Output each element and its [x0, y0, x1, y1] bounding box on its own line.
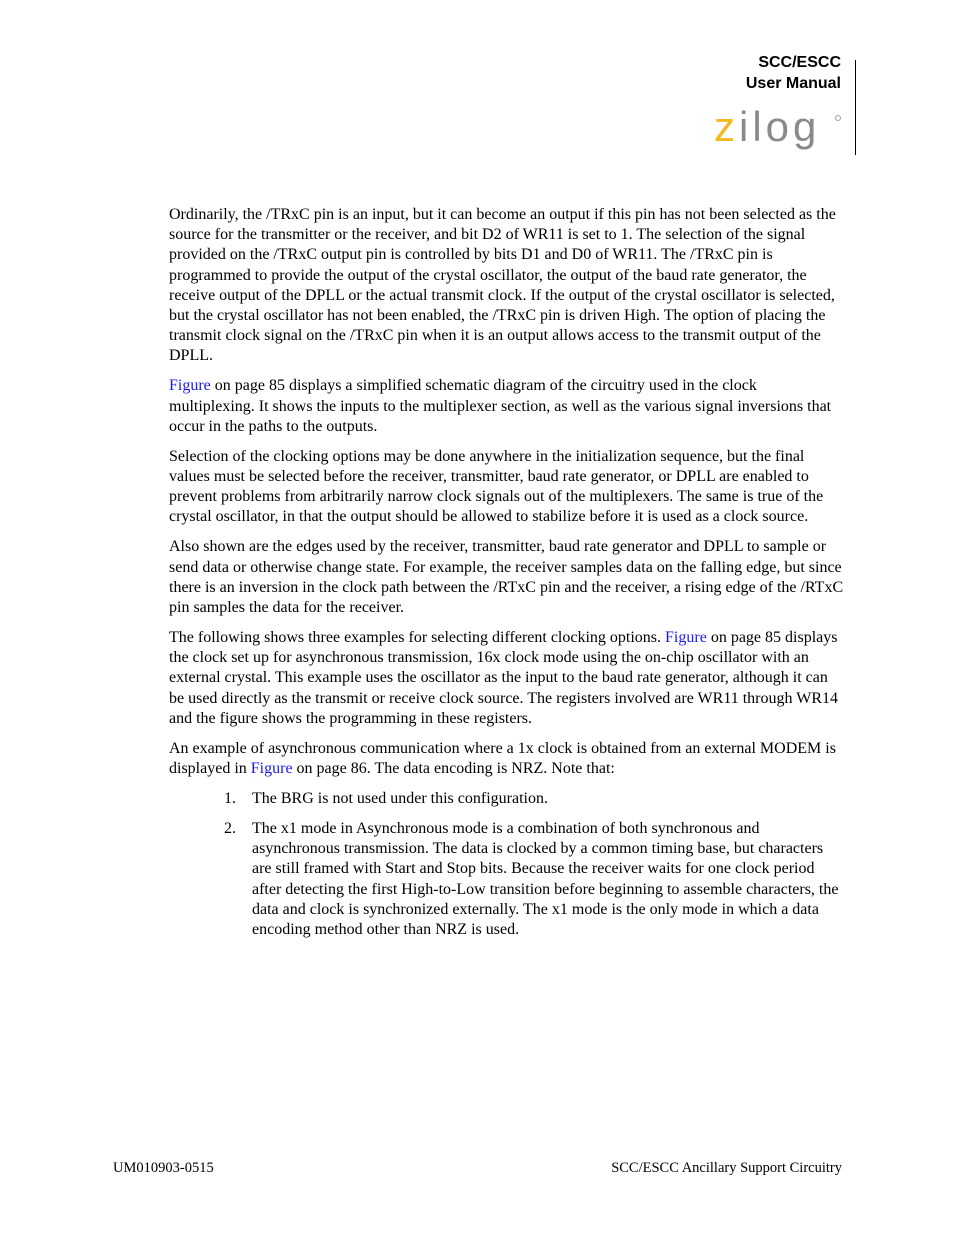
numbered-list — [169, 789, 844, 940]
svg-text:zilog: zilog — [714, 108, 821, 150]
header-title-line2: User Manual — [745, 75, 841, 92]
paragraph: Also shown are the edges used by the receiver, transmitter, baud rate generator and DPLL to sample or send data or otherwise change state. For example, the receiver samples data on the falling edge, but since there is an inversion in the clock path between the /RTxC pin and the receiver, a rising edge of the /RTxC pin samples the data for the receiver. — [169, 538, 844, 617]
figure-link[interactable]: Figure — [665, 629, 707, 647]
page-footer — [113, 1160, 842, 1177]
body-text — [169, 205, 844, 950]
paragraph: Ordinarily, the /TRxC pin is an input, but it can become an output if this pin has not been selected as the source for the transmitter or the receiver, and bit D2 of WR11 is set to 1. The selection of the signal provided on the /TRxC output pin is controlled by bits D1 and D0 of WR11. The /TRxC pin is programmed to provide the output of the crystal oscillator, the output of the baud rate generator, the receive output of the DPLL or the actual transmit clock. If the output of the crystal oscillator is selected, but the crystal oscillator has not been enabled, the /TRxC pin is driven High. The option of placing the transmit clock signal on the /TRxC pin when it is an output allows access to the transmit output of the DPLL. — [169, 206, 836, 365]
list-item: 1. The BRG is not used under this configuration. — [224, 790, 548, 808]
document-header — [746, 52, 841, 94]
zilog-logo — [714, 108, 844, 158]
paragraph: The following shows three examples for selecting different clocking options. Figure on page 85 displays the clock set up for asynchronous transmission, 16x clock mode using the on-chip oscillator with an external crystal. This example uses the oscillator as the input to the baud rate generator, although it can be used directly as the transmit or receive clock source. The registers involved are WR11 through WR14 and the figure shows the programming in these registers. — [169, 629, 838, 727]
header-divider — [855, 60, 856, 155]
paragraph: An example of asynchronous communication where a 1x clock is obtained from an external MODEM is displayed in Figure on page 86. The data encoding is NRZ. Note that: — [169, 739, 836, 778]
list-item: 2. The x1 mode in Asynchronous mode is a combination of both synchronous and asynchronous transmission. The data is clocked by a common timing base, but characters are still framed with Start and Stop bits. Because the receiver waits for one clock period after detecting the first High-to-Low transition before beginning to assemble characters, the data and clock is synchronized externally. The x1 mode is the only mode in which a data encoding method other than NRZ is used. — [224, 820, 839, 939]
figure-link[interactable]: Figure — [250, 760, 293, 778]
doc-number: UM010903-0515 — [113, 1160, 214, 1176]
header-title-line1: SCC/ESCC — [758, 54, 841, 71]
section-title: SCC/ESCC Ancillary Support Circuitry — [611, 1160, 842, 1176]
figure-link[interactable]: Figure — [169, 377, 211, 395]
paragraph: Figure on page 85 displays a simplified schematic diagram of the circuitry used in the clock multiplexing. It shows the inputs to the multiplexer section, as well as the various signal inversions that occur in the paths to the outputs. — [169, 377, 832, 435]
paragraph: Selection of the clocking options may be done anywhere in the initialization sequence, but the final values must be selected before the receiver, transmitter, baud rate generator, or DPLL are enabled to prevent problems from arbitrarily narrow clock signals out of the multiplexers. The same is true of the crystal oscillator, in that the output should be allowed to stabilize before it is used as a clock source. — [169, 447, 824, 526]
